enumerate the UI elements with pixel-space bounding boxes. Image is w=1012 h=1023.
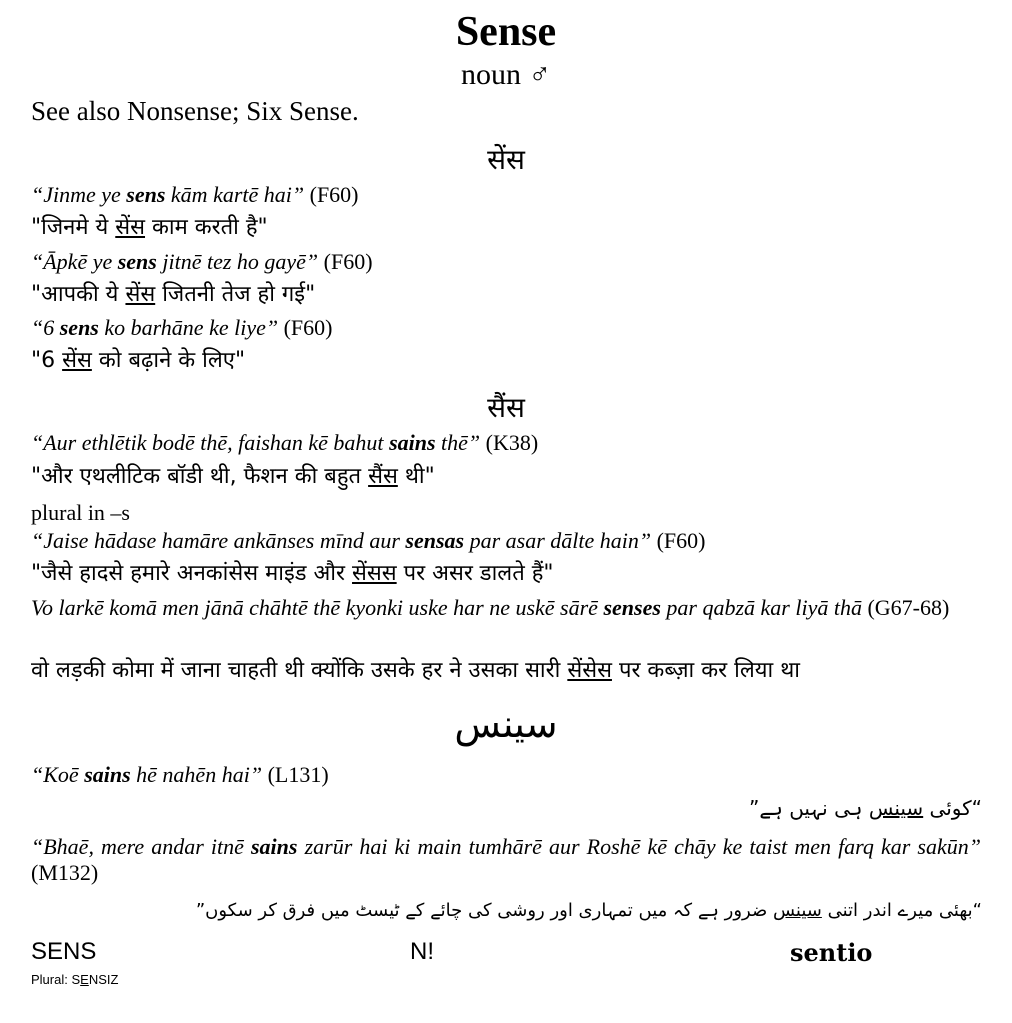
example-urdu: “بھئی میرے اندر اتنی سینس ضرور ہے کہ میں تمہاری اور روشی کی چائے کے ٹیسٹ میں فرق کر سکوں”	[195, 900, 982, 921]
example-devanagari: "जैसे हादसे हमारे अनकांसेस माइंड और सेंसस पर असर डालते हैं"	[31, 561, 554, 586]
urdu-heading: سینس	[454, 702, 558, 746]
plural-label: plural in –s	[31, 500, 130, 525]
footer-plural: Plural: SENSIZ	[31, 972, 119, 987]
example-transliteration: “6 sens ko barhāne ke liye” (F60)	[31, 315, 333, 340]
footer-code: SENS	[31, 938, 97, 965]
example-devanagari: "और एथलीटिक बॉडी थी, फैशन की बहुत सैंस थी"	[31, 464, 435, 489]
example-devanagari: "6 सेंस को बढ़ाने के लिए"	[31, 348, 246, 373]
example-devanagari: वो लड़की कोमा में जाना चाहती थी क्योंकि उसके हर ने उसका सारी सेंसेस पर कब्ज़ा कर लिया था	[31, 658, 800, 683]
example-devanagari: "जिनमे ये सेंस काम करती है"	[31, 215, 268, 240]
example-transliteration-paragraph: Vo larkē komā men jānā chāhtē thē kyonki uske har ne uskē sārē senses par qabzā kar liyā thā (G67-68)	[31, 595, 950, 620]
example-transliteration: “Koē sains hē nahēn hai” (L131)	[31, 762, 329, 787]
example-transliteration: “Āpkē ye sens jitnē tez ho gayē” (F60)	[31, 249, 373, 274]
example-transliteration: “Jinme ye sens kām kartē hai” (F60)	[31, 182, 359, 207]
hindi-heading-sens: सेंस	[487, 143, 525, 176]
example-transliteration: “Jaise hādase hamāre ankānses mīnd aur sensas par asar dālte hain” (F60)	[31, 528, 706, 553]
see-also: See also Nonsense; Six Sense.	[31, 96, 359, 126]
footer-latin: sentio	[790, 938, 873, 967]
example-urdu: “کوئی سینس ہی نہیں ہے”	[749, 796, 982, 820]
entry-title: Sense	[455, 9, 557, 55]
part-of-speech: noun ♂	[461, 58, 551, 91]
example-devanagari: "आपकी ये सेंस जितनी तेज हो गई"	[31, 282, 316, 307]
hindi-heading-sains: सैंस	[487, 391, 525, 424]
example-transliteration-paragraph: “Bhaē, mere andar itnē sains zarūr hai ki main tumhārē aur Roshē kē chāy ke taist men farq kar sakūn” (M132)	[31, 834, 981, 885]
example-transliteration: “Aur ethlētik bodē thē, faishan kē bahut sains thē” (K38)	[31, 430, 539, 455]
footer-mark: N!	[410, 938, 434, 965]
